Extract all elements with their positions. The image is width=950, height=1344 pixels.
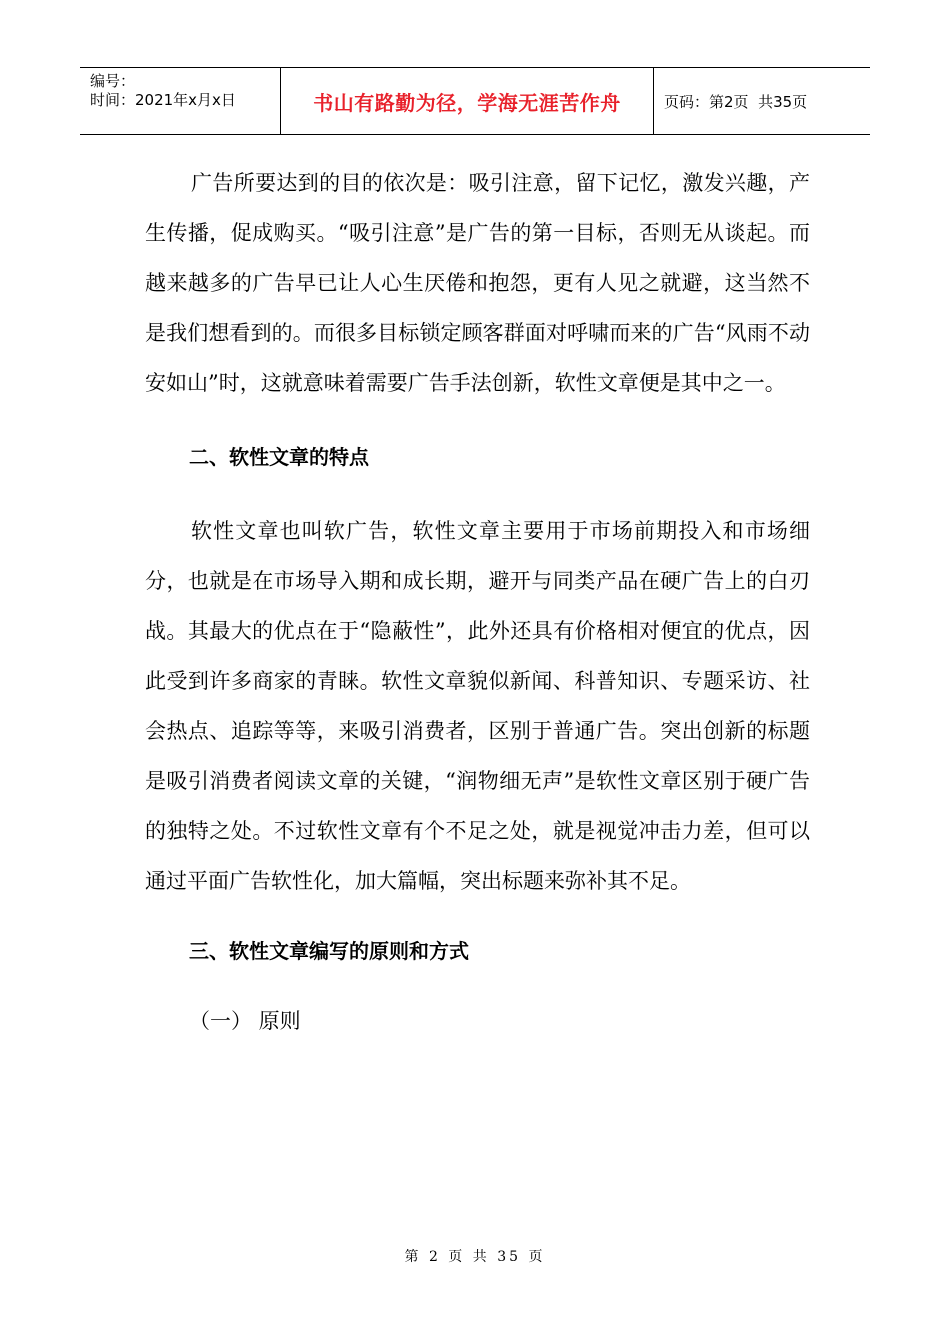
section-heading-3: 三、软性文章编写的原则和方式 [189,939,469,963]
document-number: 编号： [90,72,136,90]
paragraph-soft-article-features: 软性文章也叫软广告，软性文章主要用于市场前期投入和市场细分，也就是在市场导入期和成长期，避开与同类产品在硬广告上的白刃战。其最大的优点在于“隐蔽性”，此外还具有价格相对便宜的优点，因此受到许多商家的青睐。软性文章貌似新闻、科普知识、专题采访、社会热点、追踪等等，来吸引消费者，区别于普通广告。突出创新的标题是吸引消费者阅读文章的关键，“润物细无声”是软性文章区别于硬广告的独特之处。不过软性文章有个不足之处，就是视觉冲击力差，但可以通过平面广告软性化，加大篇幅，突出标题来弥补其不足。 [145,519,810,893]
header-page-info [654,68,870,134]
page-info-text: 页码：第2页 共35页 [664,92,808,111]
document-body [145,158,810,1046]
document-date: 时间：2021年x月x日 [90,91,236,109]
paragraph-ad-goals: 广告所要达到的目的依次是：吸引注意，留下记忆，激发兴趣，产生传播，促成购买。“吸引注意”是广告的第一目标，否则无从谈起。而越来越多的广告早已让人心生厌倦和抱怨，更有人见之就避，这当然不是我们想看到的。而很多目标锁定顾客群面对呼啸而来的广告“风雨不动安如山”时，这就意味着需要广告手法创新，软性文章便是其中之一。 [145,171,810,395]
section-heading-2: 二、软性文章的特点 [189,445,369,469]
page-footer: 第 2 页 共 35 页 [404,1249,546,1265]
header-meta [80,68,281,134]
subsection-heading-1: （一） 原则 [189,1009,301,1033]
header-motto: 书山有路勤为径，学海无涯苦作舟 [281,68,654,134]
page-header [80,67,870,135]
